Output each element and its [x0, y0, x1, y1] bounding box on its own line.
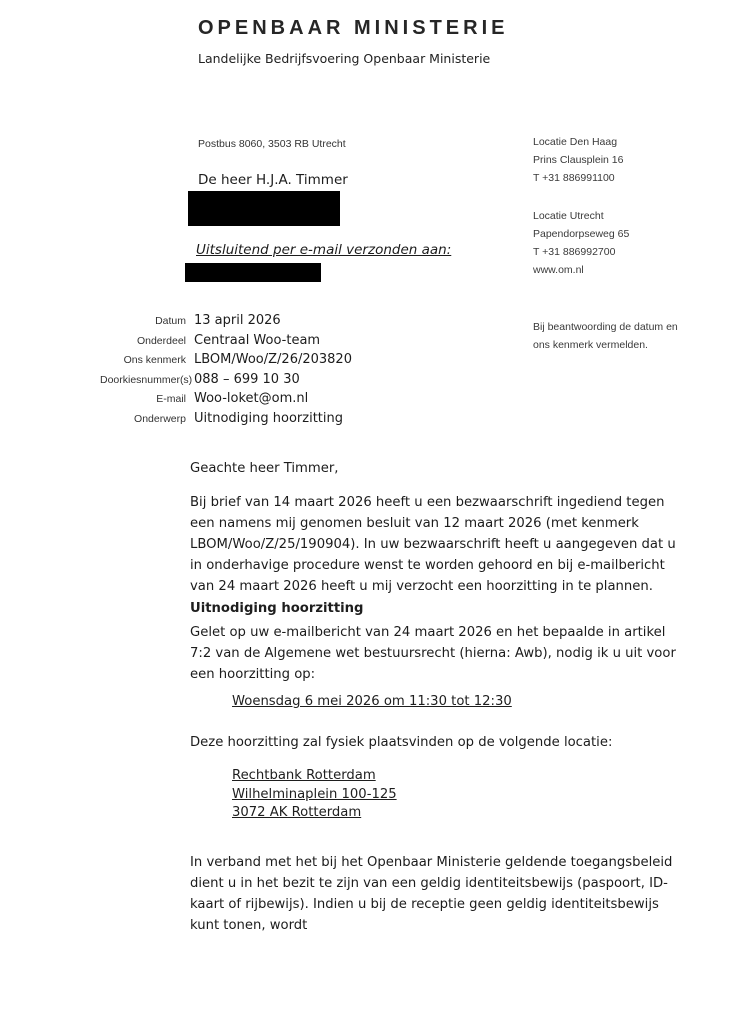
reply-note-line1: Bij beantwoording de datum en [533, 321, 678, 333]
redaction-box-address [188, 191, 340, 226]
office-den-haag-title: Locatie Den Haag [533, 136, 618, 148]
hearing-location-address [232, 767, 397, 823]
meta-value-phone: 088 – 699 10 30 [194, 371, 300, 387]
meta-label: Datum [155, 315, 186, 327]
office-utrecht-street: Papendorpseweg 65 [533, 228, 630, 240]
office-den-haag-phone: T +31 886991100 [533, 172, 615, 184]
salutation: Geachte heer Timmer, [190, 461, 339, 476]
paragraph-id-requirement: In verband met het bij het Openbaar Ministerie geldende toegangsbeleid dient u in het bezit te zijn van een geldig identiteitsbewijs (paspoort, ID-kaart of rijbewijs). Indien u bij de receptie geen geldig identiteitsbewijs kunt tonen, wordt [190, 855, 673, 933]
reply-note-line2: ons kenmerk vermelden. [533, 339, 648, 351]
meta-label: E-mail [156, 393, 186, 405]
office-den-haag-street: Prins Clausplein 16 [533, 154, 624, 166]
meta-label: Onderwerp [134, 412, 186, 425]
office-website: www.om.nl [533, 264, 584, 276]
location-line-city: 3072 AK Rotterdam [232, 805, 362, 820]
meta-value-subject: Uitnodiging hoorzitting [194, 410, 343, 426]
reply-instruction-note [533, 318, 703, 354]
office-locations [533, 133, 703, 279]
meta-row-datum [100, 313, 352, 333]
location-line-venue: Rechtbank Rotterdam [232, 768, 376, 783]
meta-value-date: 13 april 2026 [194, 313, 281, 328]
meta-row-doorkiesnummer [100, 372, 352, 392]
meta-label: Ons kenmerk [123, 354, 186, 366]
meta-row-onderdeel [100, 333, 352, 353]
meta-label: Doorkiesnummer(s) [100, 373, 193, 386]
meta-row-email [100, 391, 352, 411]
hearing-datetime: Woensdag 6 mei 2026 om 11:30 tot 12:30 [232, 694, 512, 709]
location-line-street: Wilhelminaplein 100-125 [232, 786, 397, 802]
organization-name: OPENBAAR MINISTERIE [198, 17, 509, 39]
recipient-name: De heer H.J.A. Timmer [198, 172, 348, 188]
letter-meta-block [100, 313, 352, 430]
redaction-box-email [185, 263, 321, 282]
meta-value-department: Centraal Woo-team [194, 332, 321, 348]
meta-value-email: Woo-loket@om.nl [194, 391, 309, 406]
meta-label: Onderdeel [136, 334, 186, 347]
section-heading-invitation: Uitnodiging hoorzitting [190, 601, 364, 616]
office-utrecht-title: Locatie Utrecht [533, 210, 604, 222]
email-delivery-notice: Uitsluitend per e-mail verzonden aan: [196, 242, 452, 258]
office-utrecht-phone: T +31 886992700 [533, 246, 616, 258]
meta-row-kenmerk [100, 352, 352, 372]
return-address: Postbus 8060, 3503 RB Utrecht [198, 138, 346, 150]
location-intro: Deze hoorzitting zal fysiek plaatsvinden op de volgende locatie: [190, 735, 613, 750]
office-column-spacer [533, 187, 703, 207]
meta-row-onderwerp [100, 411, 352, 431]
paragraph-hearing-invitation: Gelet op uw e-mailbericht van 24 maart 2026 en het bepaalde in artikel 7:2 van de Algemene wet bestuursrecht (hierna: Awb), nodig ik u uit voor een hoorzitting op: [190, 625, 676, 682]
paragraph-objection-summary: Bij brief van 14 maart 2026 heeft u een bezwaarschrift ingediend tegen een namens mij genomen besluit van 12 maart 2026 (met kenmerk LBOM/Woo/Z/25/190904). In uw bezwaarschrift heeft u aangegeven dat u in onderhavige procedure wenst te worden gehoord en bij e-mailbericht van 24 maart 2026 heeft u mij verzocht een hoorzitting in te plannen. [190, 495, 676, 594]
meta-value-reference: LBOM/Woo/Z/26/203820 [194, 352, 352, 367]
organization-subtitle: Landelijke Bedrijfsvoering Openbaar Ministerie [198, 51, 491, 66]
